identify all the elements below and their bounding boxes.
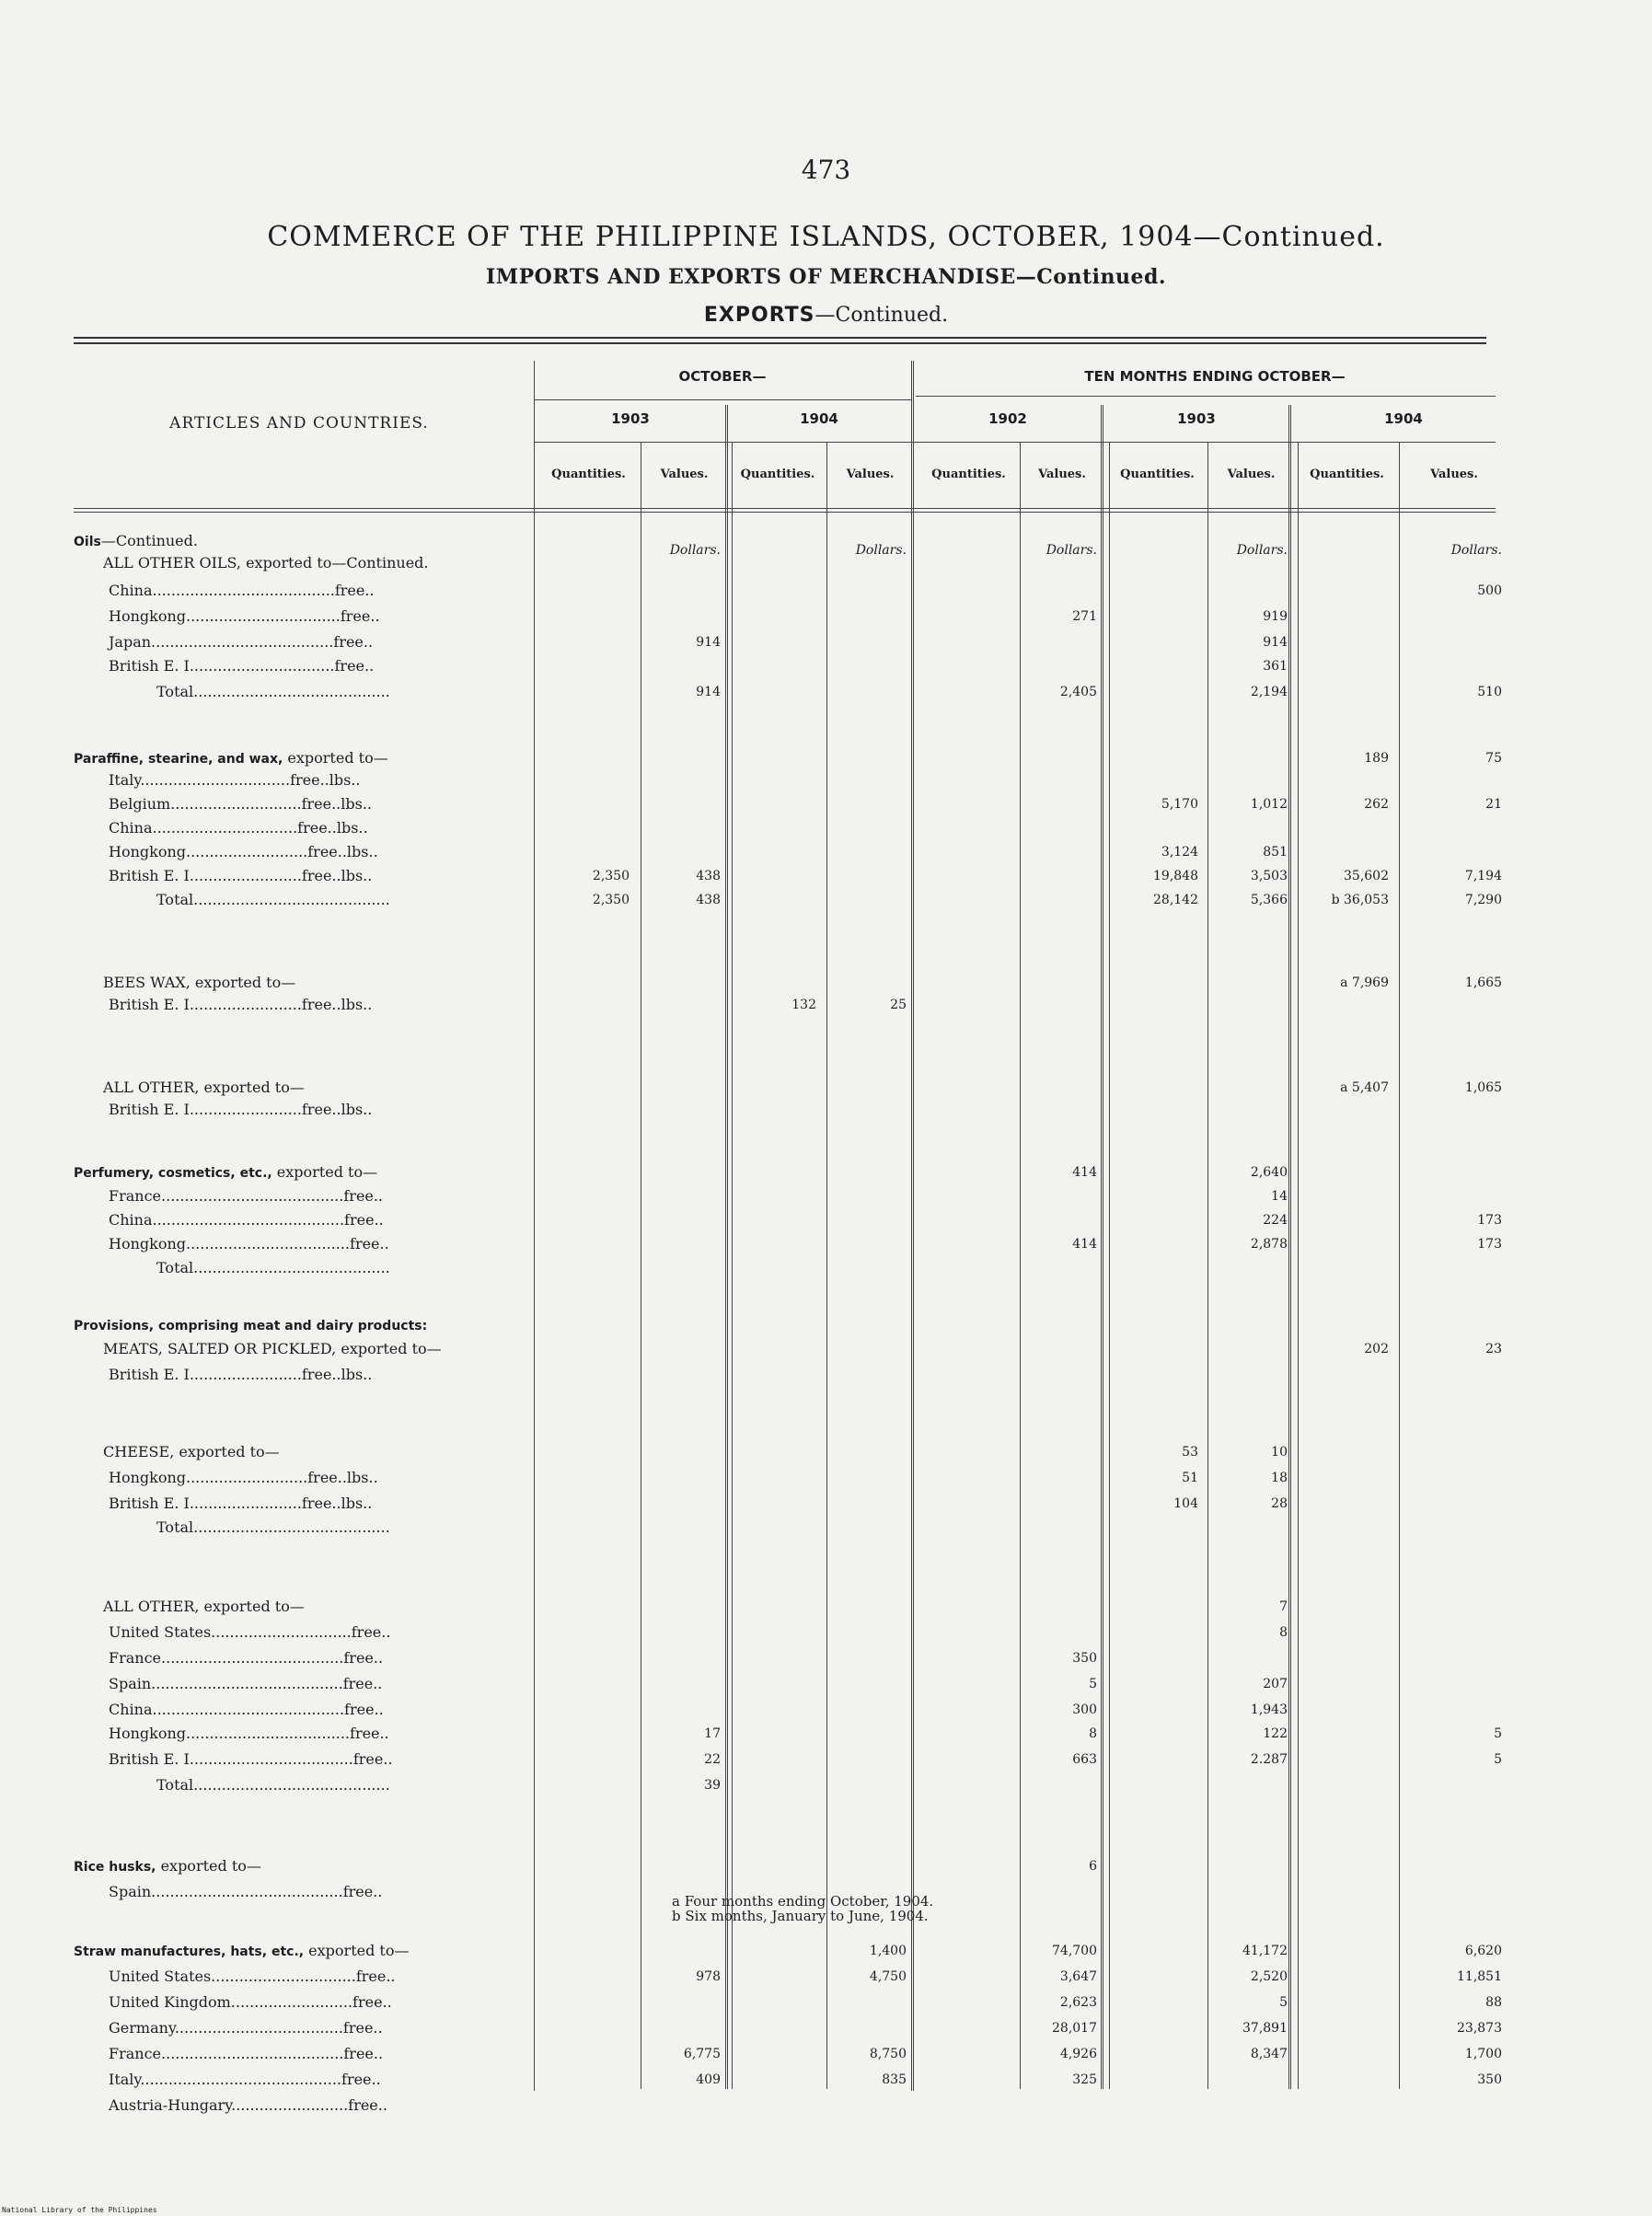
row-label-text: British E. I........................free..lbs.. <box>109 867 373 884</box>
table-cell: 7,290 <box>1464 893 1502 907</box>
row-label <box>74 749 388 767</box>
row-label-text: Japan.......................................free.. <box>109 633 374 651</box>
row-label-suffix: exported to— <box>199 1598 305 1615</box>
table-cell: 438 <box>696 893 721 907</box>
row-label-text: Total.......................................... <box>156 1776 390 1794</box>
quantities-column-header: Quantities. <box>740 467 815 481</box>
row-label-text: Italy...........................................free.. <box>109 2071 381 2088</box>
table-cell: 5,366 <box>1250 893 1288 907</box>
dollars-unit-label: Dollars. <box>669 543 721 558</box>
quantities-column-header: Quantities. <box>1310 467 1384 481</box>
row-label-suffix: exported to— <box>190 974 296 991</box>
row-label-text: Hongkong...................................free.. <box>109 1725 389 1742</box>
table-cell: 361 <box>1263 659 1288 674</box>
year-header: 1904 <box>800 410 838 427</box>
row-label-text: China.........................................free.. <box>109 1701 384 1718</box>
row-label <box>109 1883 382 1900</box>
table-cell: 14 <box>1271 1189 1288 1204</box>
row-label-text: CHEESE, <box>103 1443 175 1460</box>
header-rule <box>74 512 1496 513</box>
column-rule <box>1298 442 1299 2089</box>
table-cell: 8,347 <box>1250 2047 1288 2061</box>
table-cell: 21 <box>1485 797 1502 812</box>
table-cell: 88 <box>1485 1995 1502 2010</box>
header-rule <box>534 442 1496 443</box>
table-cell: 10 <box>1271 1445 1288 1460</box>
table-cell: 75 <box>1485 751 1502 766</box>
row-label <box>103 974 295 991</box>
dollars-unit-label: Dollars. <box>855 543 907 558</box>
values-column-header: Values. <box>1430 467 1478 481</box>
row-label <box>103 1340 442 1357</box>
values-column-header: Values. <box>1227 467 1276 481</box>
row-label-text: Belgium............................free..lbs.. <box>109 795 373 813</box>
row-label <box>109 1366 372 1383</box>
column-rule-double <box>911 361 914 2091</box>
row-label-text: Hongkong...................................free.. <box>109 1235 389 1252</box>
ten-months-header: TEN MONTHS ENDING OCTOBER— <box>1084 368 1346 385</box>
quantities-column-header: Quantities. <box>931 467 1006 481</box>
table-cell: 41,172 <box>1242 1944 1288 1958</box>
table-cell: 17 <box>704 1726 721 1741</box>
dollars-unit-label: Dollars. <box>1045 543 1097 558</box>
row-label-text: Rice husks, <box>74 1860 156 1875</box>
table-cell: 2,350 <box>592 869 630 883</box>
footnotes <box>672 1894 933 1923</box>
row-label <box>109 1235 389 1252</box>
footnote: b Six months, January to June, 1904. <box>672 1908 929 1924</box>
table-cell: 6 <box>1089 1859 1097 1874</box>
table-cell: 18 <box>1271 1471 1288 1485</box>
row-label <box>156 1776 390 1794</box>
row-label-text: United States...............................free.. <box>109 1968 396 1985</box>
table-cell: 2,350 <box>592 893 630 907</box>
row-label-text: British E. I........................free..lbs.. <box>109 1101 373 1118</box>
quantities-column-header: Quantities. <box>551 467 626 481</box>
row-label <box>74 1163 377 1181</box>
table-cell: 500 <box>1477 583 1502 598</box>
row-label <box>109 607 380 625</box>
table-cell: 2.287 <box>1250 1752 1288 1767</box>
table-cell: 22 <box>704 1752 721 1767</box>
dollars-unit-label: Dollars. <box>1450 543 1502 558</box>
header-rule <box>916 396 1496 397</box>
table-cell: 8,750 <box>869 2047 907 2061</box>
table-cell: 2,640 <box>1250 1165 1288 1180</box>
row-label-text: MEATS, SALTED OR PICKLED, <box>103 1340 337 1357</box>
table-cell: 1,065 <box>1464 1080 1502 1095</box>
table-cell: 2,623 <box>1059 1995 1097 2010</box>
table-cell: 2,520 <box>1250 1969 1288 1984</box>
row-label-text: Spain.........................................free.. <box>109 1883 383 1900</box>
row-label-text: British E. I........................free..lbs.. <box>109 996 373 1013</box>
table-cell: 325 <box>1072 2072 1097 2087</box>
table-cell: 28 <box>1271 1496 1288 1511</box>
table-cell: 919 <box>1263 609 1288 624</box>
table-cell: 189 <box>1364 751 1389 766</box>
row-label-text: Hongkong..........................free..lbs.. <box>109 1469 378 1486</box>
row-label-text: Perfumery, cosmetics, etc., <box>74 1166 272 1181</box>
row-label <box>109 2019 383 2037</box>
row-label-text: China.......................................free.. <box>109 582 375 599</box>
table-cell: 28,017 <box>1052 2021 1097 2036</box>
year-header: 1903 <box>611 410 650 427</box>
row-label-text: Paraffine, stearine, and wax, <box>74 752 283 767</box>
credit-line: National Library of the Philippines <box>2 2206 157 2214</box>
row-label <box>109 1675 382 1692</box>
row-label-text: France.......................................free.. <box>109 1649 384 1667</box>
column-rule <box>826 442 827 2089</box>
table-cell: 350 <box>1072 1651 1097 1666</box>
row-label <box>156 1259 390 1276</box>
year-header: 1902 <box>988 410 1027 427</box>
table-cell: 74,700 <box>1052 1944 1097 1958</box>
table-cell: 409 <box>696 2072 721 2087</box>
table-cell: 350 <box>1477 2072 1502 2087</box>
row-label <box>109 1968 396 1985</box>
table-cell: 11,851 <box>1457 1969 1502 1984</box>
dollars-unit-label: Dollars. <box>1236 543 1288 558</box>
table-cell: 207 <box>1263 1677 1288 1691</box>
table-cell: 414 <box>1072 1237 1097 1252</box>
row-label-text: ALL OTHER, <box>103 1079 200 1096</box>
header-rule <box>534 399 911 400</box>
table-cell: 5 <box>1494 1726 1502 1741</box>
row-label-suffix: exported to— <box>156 1857 261 1875</box>
page-title: COMMERCE OF THE PHILIPPINE ISLANDS, OCTOBER, 1904—Continued. <box>267 221 1385 253</box>
row-label <box>109 582 375 599</box>
row-label-suffix: exported to— <box>199 1079 305 1096</box>
page-number: 473 <box>801 155 851 185</box>
header-rule <box>74 508 1496 509</box>
row-label-text: Provisions, comprising meat and dairy products: <box>74 1319 428 1333</box>
table-cell: 914 <box>696 685 721 699</box>
table-cell: 4,750 <box>869 1969 907 1984</box>
row-label <box>156 891 390 908</box>
row-label-text: Germany....................................free.. <box>109 2019 383 2037</box>
row-label-text: China.........................................free.. <box>109 1211 384 1229</box>
row-label-text: Total.......................................... <box>156 1518 390 1536</box>
table-cell: 173 <box>1477 1237 1502 1252</box>
row-label <box>156 683 390 700</box>
table-cell: 51 <box>1182 1471 1198 1485</box>
row-label <box>109 2096 387 2114</box>
table-cell: 1,943 <box>1250 1702 1288 1717</box>
row-label-text: ALL OTHER OILS, <box>103 554 241 571</box>
column-rule <box>1207 442 1208 2089</box>
row-label-text: Hongkong..........................free..lbs.. <box>109 843 378 860</box>
october-header: OCTOBER— <box>678 368 767 385</box>
table-cell: 271 <box>1072 609 1097 624</box>
table-cell: 7 <box>1279 1599 1288 1614</box>
row-label <box>109 1211 384 1229</box>
table-cell: 6,620 <box>1464 1944 1502 1958</box>
row-label <box>109 2071 381 2088</box>
table-cell: 3,503 <box>1250 869 1288 883</box>
table-cell: 414 <box>1072 1165 1097 1180</box>
row-label-text: British E. I........................free..lbs.. <box>109 1366 373 1383</box>
table-cell: 104 <box>1173 1496 1198 1511</box>
table-cell: a 5,407 <box>1340 1080 1389 1095</box>
table-cell: 1,700 <box>1464 2047 1502 2061</box>
table-cell: 202 <box>1364 1342 1389 1356</box>
column-rule <box>1109 442 1110 2089</box>
table-cell: 851 <box>1263 845 1288 860</box>
table-cell: a 7,969 <box>1340 975 1389 990</box>
row-label-text: Hongkong.................................free.. <box>109 607 380 625</box>
table-cell: 663 <box>1072 1752 1097 1767</box>
table-cell: 53 <box>1182 1445 1198 1460</box>
row-label <box>109 1750 393 1768</box>
values-column-header: Values. <box>846 467 895 481</box>
page-subtitle: IMPORTS AND EXPORTS OF MERCHANDISE—Continued. <box>485 265 1166 289</box>
table-cell: 2,405 <box>1059 685 1097 699</box>
row-label-text: Italy................................free..lbs.. <box>109 771 361 789</box>
table-cell: 19,848 <box>1153 869 1198 883</box>
row-label <box>109 1649 383 1667</box>
row-label <box>109 1725 389 1742</box>
row-label-suffix: exported to— <box>304 1942 410 1959</box>
table-cell: 39 <box>704 1778 721 1793</box>
table-cell: 438 <box>696 869 721 883</box>
section-heading-rest: —Continued. <box>814 304 949 327</box>
row-label-text: France.......................................free.. <box>109 2045 384 2062</box>
table-cell: 914 <box>1263 635 1288 650</box>
table-cell: 37,891 <box>1242 2021 1288 2036</box>
row-label <box>109 795 372 813</box>
row-label <box>103 1079 305 1096</box>
row-label-text: Spain.........................................free.. <box>109 1675 383 1692</box>
row-label <box>109 633 373 651</box>
row-label-suffix: —Continued. <box>100 532 198 549</box>
row-label <box>109 996 372 1013</box>
row-label-text: British E. I........................free..lbs.. <box>109 1495 373 1512</box>
row-label-text: United States..............................free.. <box>109 1623 391 1641</box>
table-cell: 28,142 <box>1153 893 1198 907</box>
table-cell: 300 <box>1072 1702 1097 1717</box>
table-cell: 6,775 <box>683 2047 721 2061</box>
row-label-text: France.......................................free.. <box>109 1187 384 1205</box>
table-cell: b 36,053 <box>1331 893 1389 907</box>
column-rule-double <box>1288 405 1291 2089</box>
row-label <box>109 867 372 884</box>
table-cell: 122 <box>1263 1726 1288 1741</box>
table-cell: 173 <box>1477 1213 1502 1228</box>
row-label-text: Total.......................................... <box>156 891 390 908</box>
table-cell: 7,194 <box>1464 869 1502 883</box>
column-rule-double <box>725 405 728 2089</box>
footnote: a Four months ending October, 1904. <box>672 1893 934 1910</box>
table-cell: 23,873 <box>1457 2021 1502 2036</box>
row-label-text: Total.......................................... <box>156 1259 390 1276</box>
top-rule <box>74 337 1486 339</box>
table-cell: 835 <box>882 2072 907 2087</box>
row-label <box>109 1187 383 1205</box>
table-cell: 35,602 <box>1344 869 1389 883</box>
column-rule <box>1020 442 1021 2089</box>
row-label <box>74 1857 261 1875</box>
table-cell: 25 <box>890 998 907 1012</box>
table-cell: 3,124 <box>1161 845 1198 860</box>
table-cell: 4,926 <box>1059 2047 1097 2061</box>
row-label <box>109 2045 383 2062</box>
row-label <box>109 1623 390 1641</box>
column-rule-double <box>1101 405 1103 2089</box>
row-label <box>109 1101 372 1118</box>
table-cell: 1,012 <box>1250 797 1288 812</box>
row-label-text: ALL OTHER, <box>103 1598 200 1615</box>
column-rule <box>1399 442 1400 2089</box>
row-label-text: British E. I...................................free.. <box>109 1750 393 1768</box>
row-label <box>109 843 378 860</box>
table-cell: 2,194 <box>1250 685 1288 699</box>
section-heading-bold: EXPORTS <box>703 304 815 327</box>
row-label-text: Oils <box>74 535 101 549</box>
row-label <box>109 1701 384 1718</box>
quantities-column-header: Quantities. <box>1120 467 1195 481</box>
row-label-text: China...............................free..lbs.. <box>109 819 368 837</box>
row-label-text: BEES WAX, <box>103 974 191 991</box>
row-label-text: Total.......................................... <box>156 683 390 700</box>
values-column-header: Values. <box>1038 467 1086 481</box>
row-label-suffix: exported to— <box>283 749 388 767</box>
table-cell: 8 <box>1089 1726 1097 1741</box>
table-cell: 224 <box>1263 1213 1288 1228</box>
table-cell: 23 <box>1485 1342 1502 1356</box>
table-cell: 1,665 <box>1464 975 1502 990</box>
column-rule <box>732 442 733 2089</box>
row-label <box>109 657 374 675</box>
row-label <box>74 1316 427 1333</box>
table-cell: 2,878 <box>1250 1237 1288 1252</box>
values-column-header: Values. <box>660 467 709 481</box>
row-label <box>156 1518 390 1536</box>
row-label-text: British E. I...............................free.. <box>109 657 375 675</box>
row-label-suffix: exported to—Continued. <box>240 554 429 571</box>
table-cell: 5,170 <box>1161 797 1198 812</box>
row-label <box>109 1993 392 2011</box>
articles-header: ARTICLES AND COUNTRIES. <box>169 414 429 433</box>
row-label <box>103 1598 305 1615</box>
top-rule-double <box>74 342 1486 344</box>
table-cell: 5 <box>1279 1995 1288 2010</box>
row-label-suffix: exported to— <box>271 1163 378 1181</box>
row-label <box>103 1443 280 1460</box>
row-label <box>109 819 368 837</box>
table-cell: 1,400 <box>869 1944 907 1958</box>
table-cell: 914 <box>696 635 721 650</box>
section-heading <box>0 304 1652 327</box>
row-label <box>74 1942 409 1959</box>
table-cell: 8 <box>1279 1625 1288 1640</box>
table-cell: 3,647 <box>1059 1969 1097 1984</box>
table-cell: 132 <box>791 998 816 1012</box>
row-label-text: United Kingdom..........................free.. <box>109 1993 392 2011</box>
row-label <box>103 554 429 571</box>
row-label-text: Austria-Hungary.........................free.. <box>109 2096 387 2114</box>
table-cell: 978 <box>696 1969 721 1984</box>
year-header: 1903 <box>1177 410 1216 427</box>
year-header: 1904 <box>1384 410 1423 427</box>
table-cell: 510 <box>1477 685 1502 699</box>
row-label-suffix: exported to— <box>174 1443 280 1460</box>
table-cell: 262 <box>1364 797 1389 812</box>
row-label <box>74 532 198 549</box>
row-label <box>109 1469 378 1486</box>
table-cell: 5 <box>1089 1677 1097 1691</box>
column-rule <box>534 361 535 2091</box>
table-cell: 5 <box>1494 1752 1502 1767</box>
row-label <box>109 771 361 789</box>
row-label <box>109 1495 372 1512</box>
row-label-text: Straw manufactures, hats, etc., <box>74 1945 305 1959</box>
row-label-suffix: exported to— <box>336 1340 442 1357</box>
